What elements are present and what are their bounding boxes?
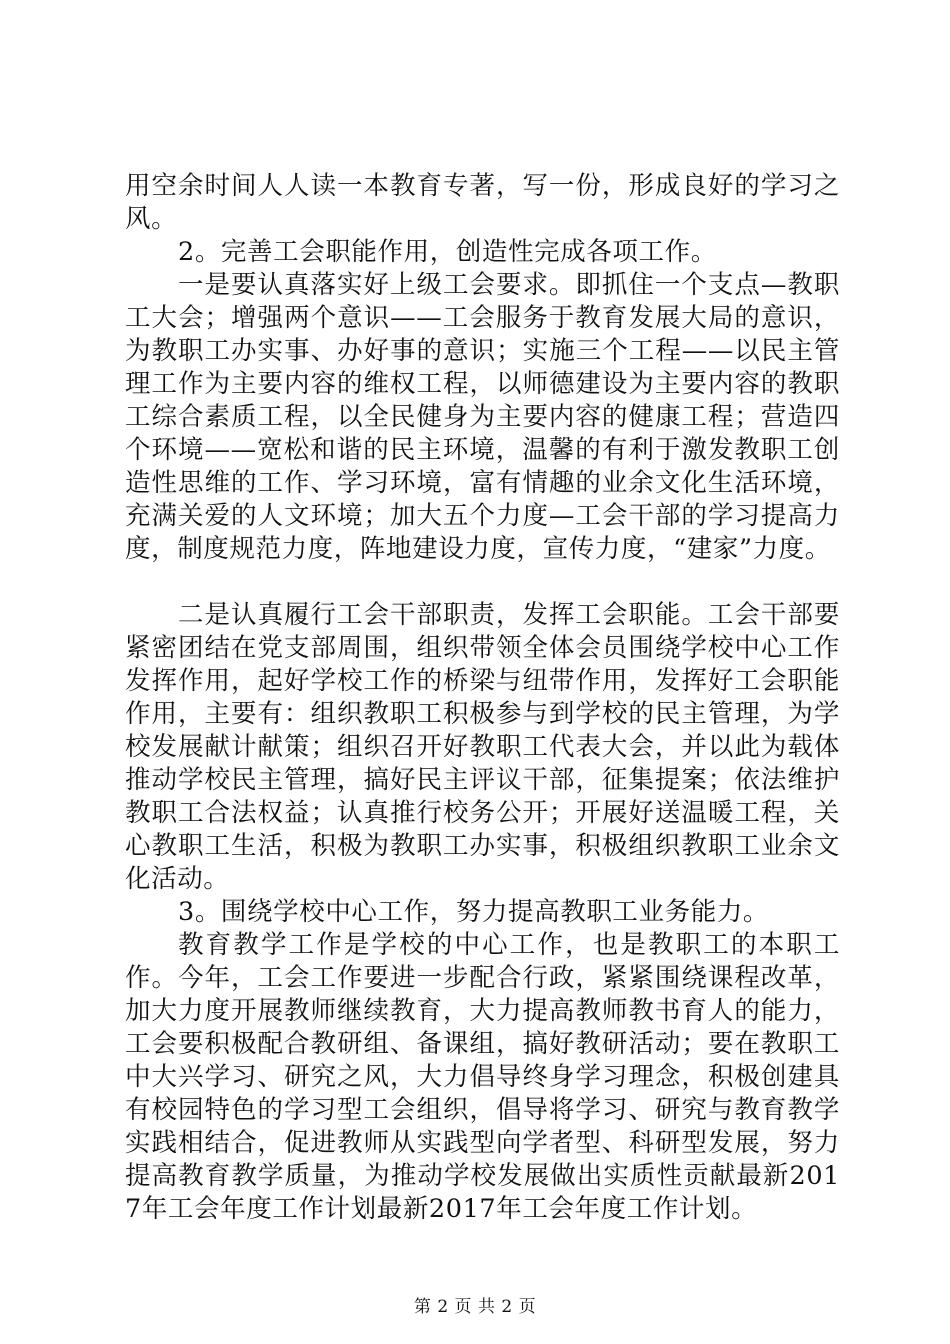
paragraph-continuation: 用空余时间人人读一本教育专著，写一份，形成良好的学习之风。 xyxy=(125,171,840,234)
page-number-footer: 第 2 页 共 2 页 xyxy=(413,1297,537,1317)
paragraph-heading-3: 3。围绕学校中心工作，努力提高教职工业务能力。 xyxy=(178,897,770,927)
paragraph-item-two: 二是认真履行工会干部职责，发挥工会职能。工会干部要紧密团结在党支部周围，组织带领全体会员围绕学校中心工作发挥作用，起好学校工作的桥梁与纽带作用，发挥好工会职能作用，主要有：组织教职工积极参与到学校的民主管理，为学校发展献计献策；组织召开好教职工代表大会，并以此为载体推动学校民主管理，搞好民主评议干部，征集提案；依法维护教职工合法权益；认真推行校务公开；开展好送温暖工程，关心教职工生活，积极为教职工办实事，积极组织教职工业余文化活动。 xyxy=(125,600,840,894)
paragraph-teaching-work: 教育教学工作是学校的中心工作，也是教职工的本职工作。今年，工会工作要进一步配合行政，紧紧围绕课程改革，加大力度开展教师继续教育，大力提高教师教书育人的能力，工会要积极配合教研组、备课组，搞好教研活动；要在教职工中大兴学习、研究之风，大力倡导终身学习理念，积极创建具有校园特色的学习型工会组织，倡导将学习、研究与教育教学实践相结合，促进教师从实践型向学者型、科研型发展，努力提高教育教学质量，为推动学校发展做出实质性贡献最新2017年工会年度工作计划最新2017年工会年度工作计划。 xyxy=(125,930,840,1224)
paragraph-item-one: 一是要认真落实好上级工会要求。即抓住一个支点—教职工大会；增强两个意识——工会服务于教育发展大局的意识，为教职工办实事、办好事的意识；实施三个工程——以民主管理工作为主要内容的维权工程，以师德建设为主要内容的教职工综合素质工程，以全民健身为主要内容的健康工程；营造四个环境——宽松和谐的民主环境，温馨的有利于激发教职工创造性思维的工作、学习环境，富有情趣的业余文化生活环境，充满关爱的人文环境；加大五个力度—工会干部的学习提高力度，制度规范力度，阵地建设力度，宣传力度，“建家”力度。 xyxy=(125,270,840,564)
document-body xyxy=(125,170,840,1226)
paragraph-heading-2: 2。完善工会职能作用，创造性完成各项工作。 xyxy=(178,237,717,267)
